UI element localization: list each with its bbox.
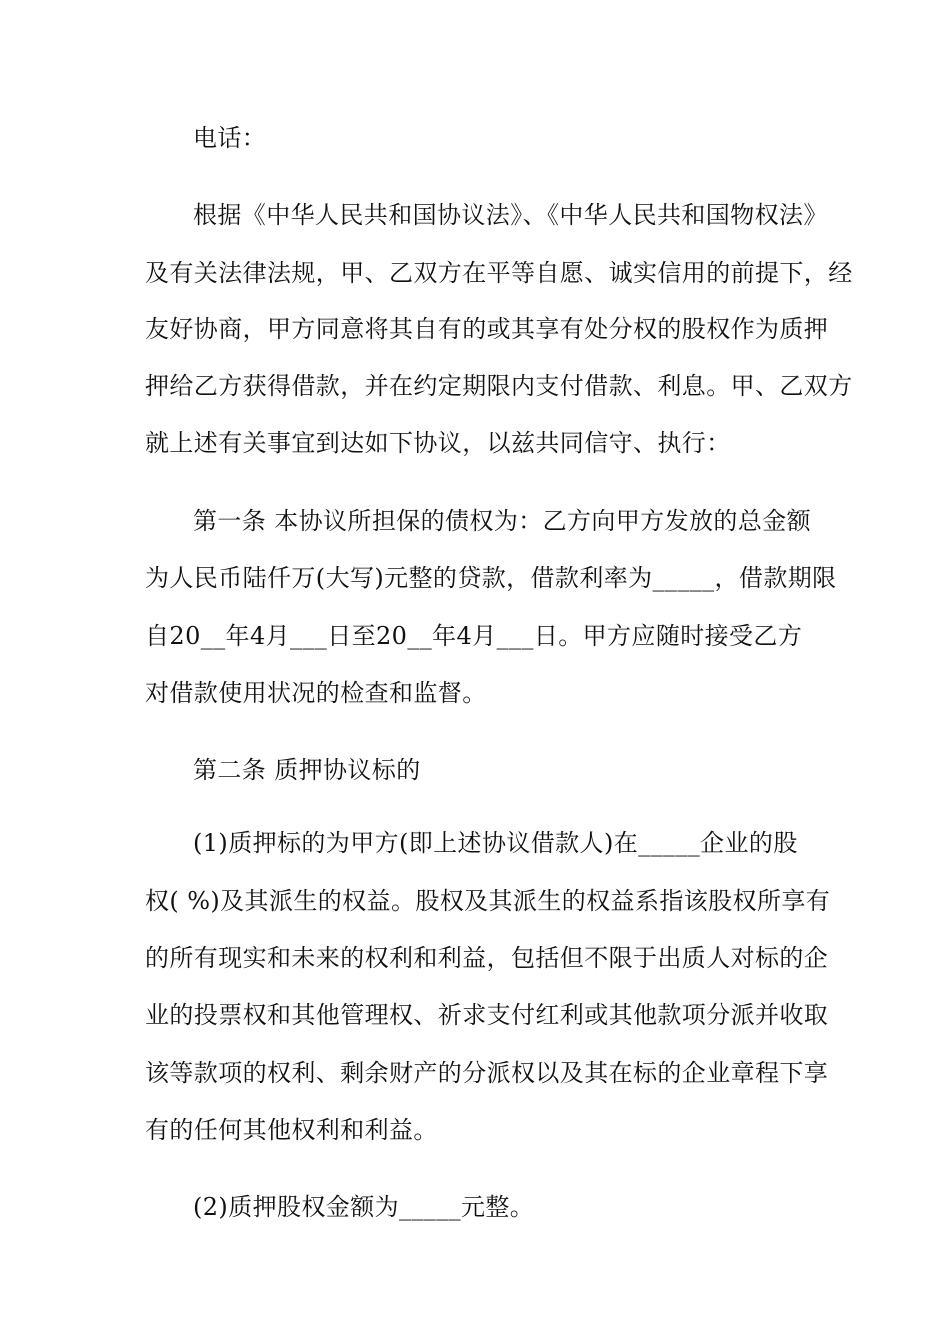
paragraph-line: 友好协商，甲方同意将其自有的或其享有处分权的股权作为质押 <box>145 315 829 343</box>
phone-label: 电话： <box>193 124 267 152</box>
paragraph-line: 就上述有关事宜到达如下协议，以兹共同信守、执行： <box>145 429 731 457</box>
paragraph-line: 有的任何其他权利和利益。 <box>145 1116 438 1144</box>
paragraph-line: 为人民币陆仟万(大写)元整的贷款，借款利率为_____，借款期限 <box>145 564 837 592</box>
paragraph-line: 的所有现实和未来的权利和利益，包括但不限于出质人对标的企 <box>145 944 829 972</box>
paragraph-line: 押给乙方获得借款，并在约定期限内支付借款、利息。甲、乙双方 <box>145 372 853 400</box>
article-2-title: 第二条 质押协议标的 <box>193 756 421 784</box>
paragraph-line: 第一条 本协议所担保的债权为：乙方向甲方发放的总金额 <box>193 507 812 535</box>
paragraph-line: 权( %)及其派生的权益。股权及其派生的权益系指该股权所享有 <box>145 887 831 915</box>
paragraph-line: 自20__年4月___日至20__年4月___日。甲方应随时接受乙方 <box>145 622 803 650</box>
paragraph-line: 对借款使用状况的检查和监督。 <box>145 679 487 707</box>
paragraph-line: 根据《中华人民共和国协议法》、《中华人民共和国物权法》 <box>193 201 828 229</box>
paragraph-line: 及有关法律法规，甲、乙双方在平等自愿、诚实信用的前提下，经 <box>145 259 853 287</box>
paragraph-line: 该等款项的权利、剩余财产的分派权以及其在标的企业章程下享 <box>145 1059 829 1087</box>
paragraph-line: (1)质押标的为甲方(即上述协议借款人)在_____企业的股 <box>193 829 798 857</box>
paragraph-line: 业的投票权和其他管理权、祈求支付红利或其他款项分派并收取 <box>145 1001 829 1029</box>
clause-2-line: (2)质押股权金额为_____元整。 <box>193 1193 535 1221</box>
